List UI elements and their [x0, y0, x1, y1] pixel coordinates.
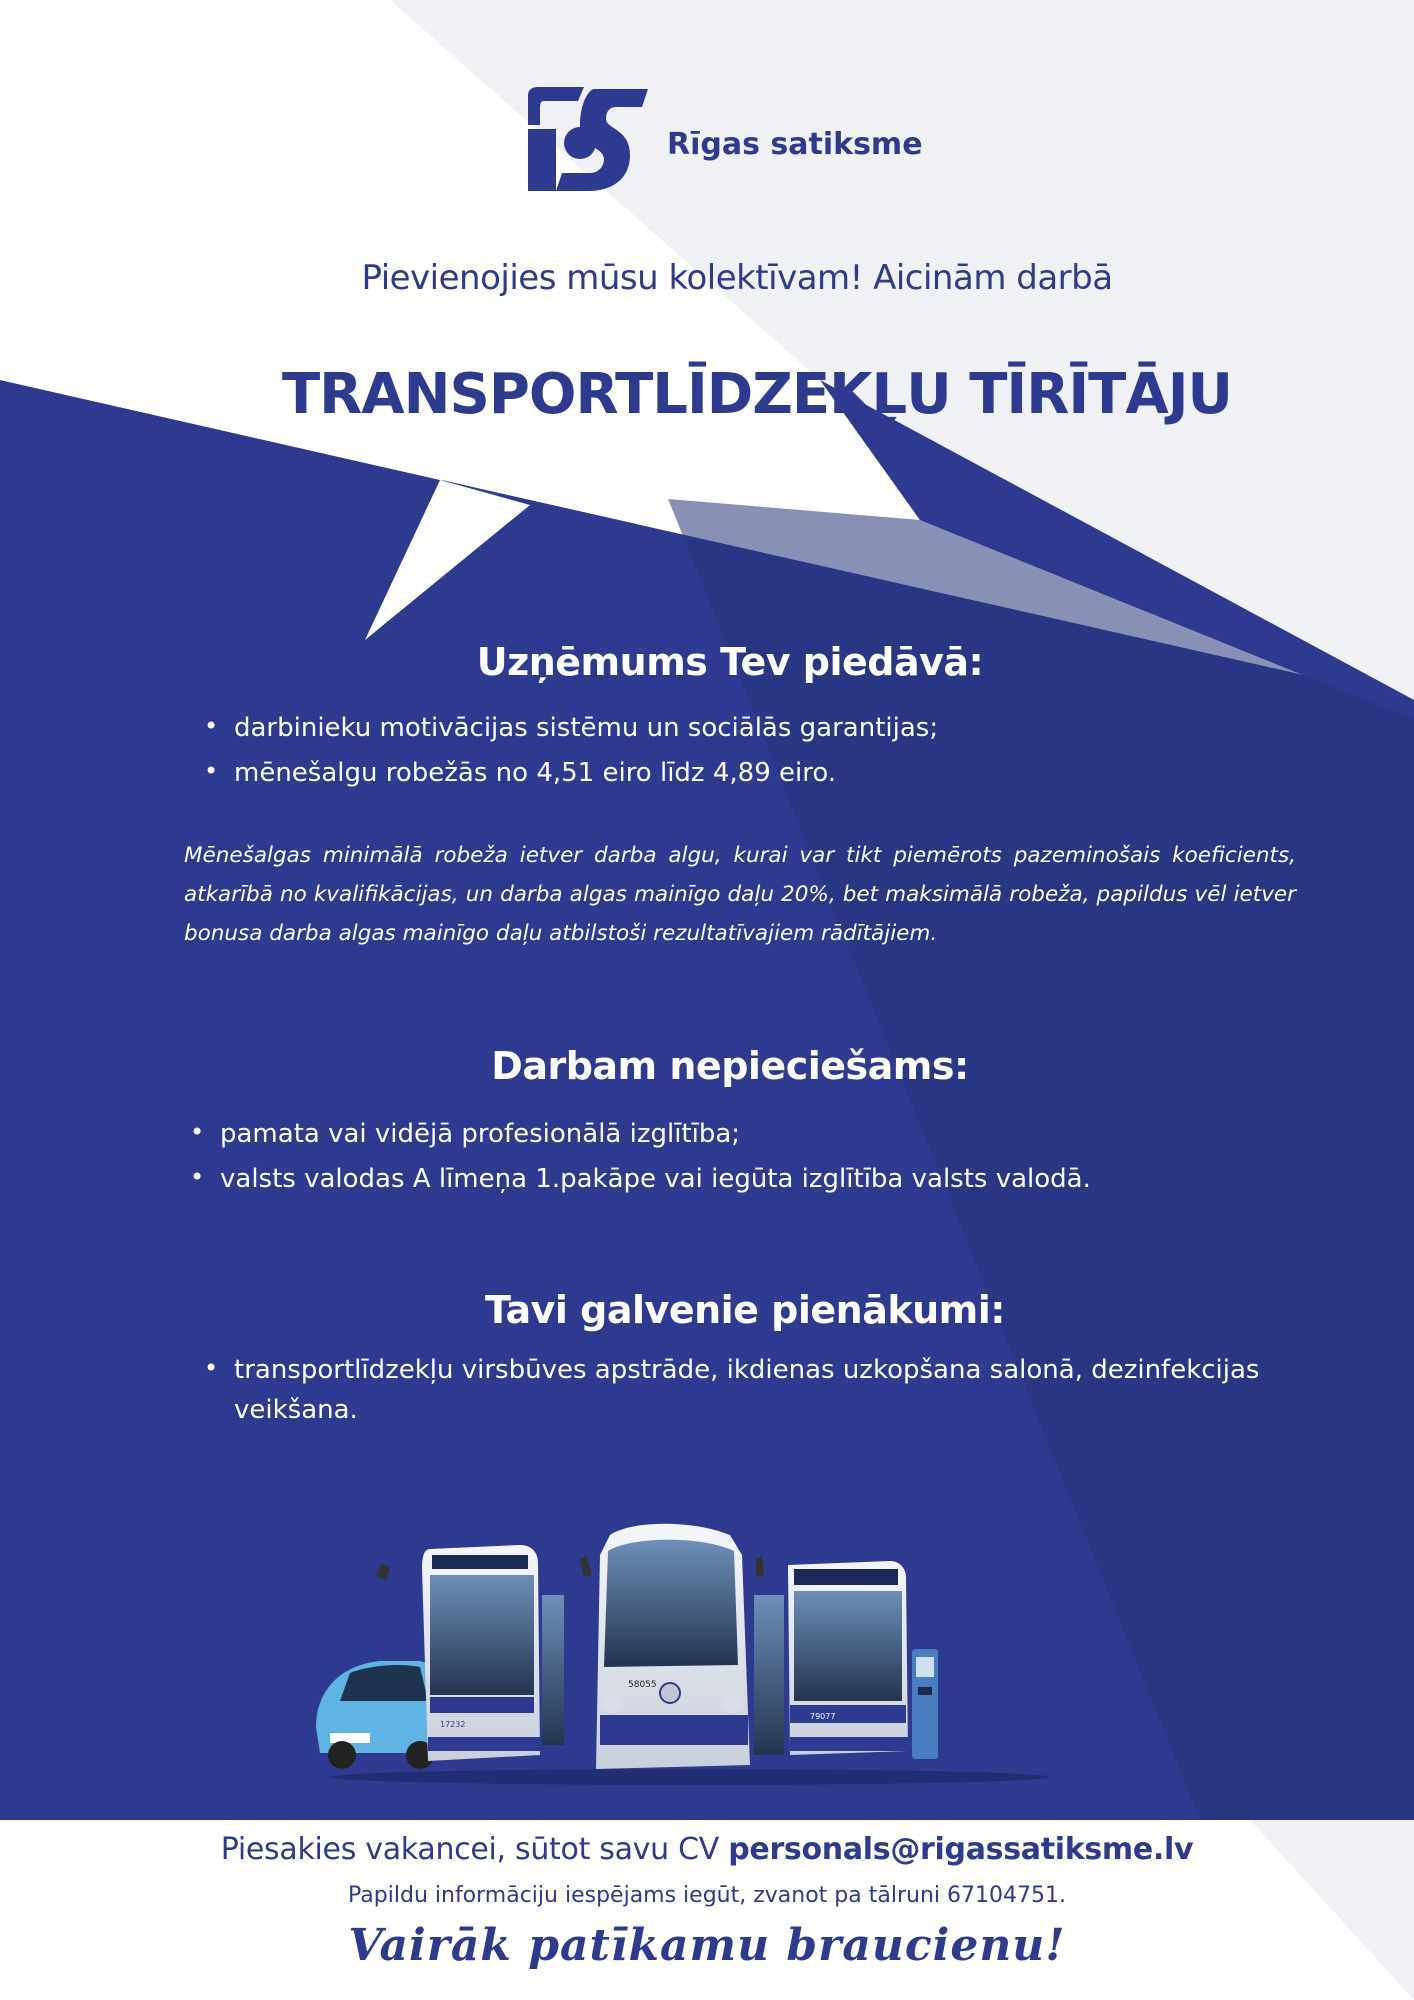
slogan: Vairāk patīkamu braucienu!	[348, 1920, 1066, 1971]
apply-email-link[interactable]: personals@rigassatiksme.lv	[728, 1832, 1194, 1867]
requirements-list	[186, 1112, 1286, 1201]
offer-list	[200, 706, 1200, 795]
list-item: • darbinieku motivācijas sistēmu un sociālās garantijas;	[200, 706, 1200, 751]
duties-heading: Tavi galvenie pienākumi:	[484, 1288, 1006, 1332]
salary-note: Mēnešalgas minimālā robeža ietver darba algu, kurai var tikt piemērots pazeminošais koeficients, atkarībā no kvalifikācijas, un darba algas mainīgo daļu 20%, bet maksimālā robeža, papildus vēl ietver bonusa darba algas mainīgo daļu atbilstoši rezultatīvajiem rādītājiem.	[184, 843, 1296, 946]
bus-number: 58055	[628, 1680, 657, 1690]
apply-line	[0, 1832, 1414, 1867]
bus-right	[754, 1561, 908, 1755]
duties-list	[200, 1350, 1310, 1431]
list-item: • mēnešalgu robežās no 4,51 eiro līdz 4,89 eiro.	[200, 751, 1200, 796]
list-item: • valsts valodas A līmeņa 1.pakāpe vai iegūta izglītība valsts valodā.	[186, 1157, 1286, 1202]
offer-heading: Uzņēmums Tev piedāvā:	[476, 640, 984, 684]
brand-name: Rīgas satiksme	[667, 126, 923, 162]
ticket-machine	[912, 1649, 938, 1759]
brand-logo	[520, 85, 923, 195]
list-item: • pamata vai vidējā profesionālā izglītība;	[186, 1112, 1286, 1157]
vehicles-illustration	[310, 1515, 1070, 1785]
requirements-heading: Darbam nepieciešams:	[491, 1044, 969, 1088]
job-title: TRANSPORTLĪDZEKĻU TĪRĪTĀJU	[281, 362, 1233, 427]
contact-info: Papildu informāciju iespējams iegūt, zvanot pa tālruni 67104751.	[348, 1883, 1066, 1908]
rs-logo-icon	[520, 85, 655, 195]
bus-number: 17232	[440, 1720, 466, 1729]
bus-number: 79077	[810, 1712, 836, 1721]
apply-text: Piesakies vakancei, sūtot savu CV	[220, 1832, 719, 1867]
tagline: Pievienojies mūsu kolektīvam! Aicinām darbā	[361, 258, 1113, 298]
list-item: • transportlīdzekļu virsbūves apstrāde, ikdienas uzkopšana salonā, dezinfekcijas veikšana.	[200, 1350, 1310, 1431]
bus-center	[580, 1524, 764, 1769]
